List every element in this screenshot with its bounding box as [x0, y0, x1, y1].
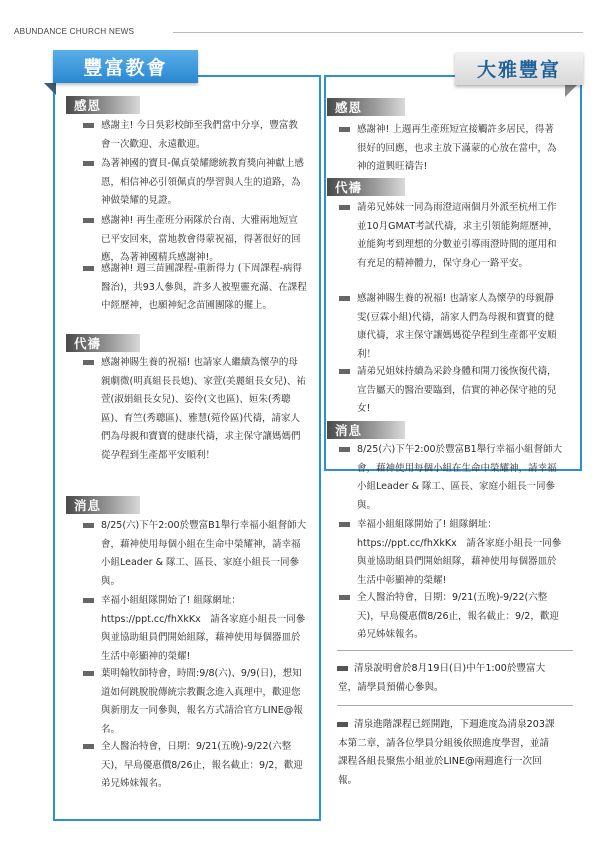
note-1: 清泉說明會於8月19日(日)中午1:00於豐富大堂，請學員預備心參與。: [338, 663, 546, 693]
news-label: ABUNDANCE CHURCH NEWS: [14, 27, 135, 36]
left-para-7: 幸福小組組隊開始了! 組隊網址：https://ppt.cc/fhXkKx 請各家庭小組長一同參與並協助組員們開始組隊，藉神使用每個器皿於生活中彰顯神的榮耀!: [101, 592, 307, 666]
bullet-icon: [337, 722, 348, 727]
bullet-icon: [339, 447, 350, 452]
right-para-3: 感謝神賜生養的祝福! 也請家人為懷孕的母親靜雯(豆霖小組)代禱，請家人們為母親和寶寶的健康代禱，求主保守讓媽媽從孕程到生產都平安順利！: [357, 290, 563, 364]
bullet-icon: [83, 744, 94, 749]
left-para-3: 感謝神! 再生產班分兩隊於台南、大雅兩地短宣已平安回來，當地教會得蒙祝福，得著很好的回應，為著神國精兵感謝神!。: [101, 212, 307, 268]
right-section-prayer: 代禱: [327, 178, 405, 196]
right-para-6: 幸福小組組隊開始了! 組隊網址：https://ppt.cc/fhXkKx 請各家庭小組長一同參與並協助組員們開始組隊，藉神使用每個器皿於生活中彰顯神的榮耀!: [357, 516, 563, 590]
bullet-icon: [83, 161, 94, 166]
right-section-news: 消息: [327, 421, 405, 439]
bullet-icon: [339, 127, 350, 132]
bullet-icon: [83, 123, 94, 128]
right-para-5: 8/25(六)下午2:00於豐富B1舉行幸福小組督師大會，藉神使用每個小組在生命中榮耀神，請幸福小組Leader & 隊工、區長、家庭小組長一同參與。: [357, 441, 563, 515]
top-divider: [173, 32, 583, 33]
bullet-icon: [83, 598, 94, 603]
left-para-2: 為著神國的寶貝-佩貞榮耀總統教育獎向神獻上感恩，相信神必引領佩貞的學習與人生的道路，為神做榮耀的見證。: [101, 155, 307, 211]
right-para-7: 全人醫治特會，日期：9/21(五晚)-9/22(六整天)，早鳥優惠價8/26止，報名截止：9/2，歡迎弟兄姊妹報名。: [357, 589, 563, 645]
right-para-2: 請弟兄姊妹一同為雨澄這兩個月外派至杭州工作並10月GMAT考試代禱，求主引領能夠經歷神，並能夠考到理想的分數並引導雨澄時間的運用和有充足的精神體力，保守身心一路平安。: [357, 199, 563, 273]
bullet-icon: [339, 595, 350, 600]
bullet-icon: [83, 218, 94, 223]
bullet-icon: [339, 522, 350, 527]
left-para-8: 葉明翰牧師特會，時間:9/8(六)、9/9(日)，想知道如何跳脫脫傳統宗教觀念進入真理中，歡迎您與新朋友一同參與，報名方式請洽官方LINE@報名。: [101, 665, 307, 739]
left-title: 豐富教會: [53, 50, 198, 83]
note-divider-2: [337, 705, 573, 706]
bullet-icon: [339, 205, 350, 210]
left-para-1: 感謝主! 今日吳彩校師至我們當中分享，豐富教會一次歡迎、永遠歡迎。: [101, 117, 307, 154]
right-fold-corner: [565, 85, 577, 97]
note-divider-1: [337, 650, 573, 651]
right-para-4: 請弟兄姐妹持續為采鈴身體和開刀後恢復代禱，宣告屬天的醫治要臨到，信實的神必保守祂的兒女!: [357, 363, 563, 419]
right-title: 大雅豐富: [455, 52, 583, 85]
bullet-icon: [339, 369, 350, 374]
left-para-5: 感謝神賜生養的祝福! 也請家人繼續為懷孕的母親劇微(明真組長長媳)、家萱(美麗組長女兒)、祐萱(淑娟組長女兒)、姿伶(文也區)、姮朱(秀聰區)、育竺(秀聰區)、雅慧(菀伶區)代禱，請家人們為母親和寶寶的健康代禱，求主保守讓媽媽們從孕程到生產都平安順利！: [101, 354, 307, 465]
bullet-icon: [337, 666, 348, 671]
left-para-9: 全人醫治特會，日期：9/21(五晚)-9/22(六整天)，早鳥優惠價8/26止，報名截止：9/2，歡迎弟兄姊妹報名。: [101, 738, 307, 794]
right-section-thanks: 感恩: [327, 98, 405, 116]
bullet-icon: [83, 523, 94, 528]
bullet-icon: [83, 671, 94, 676]
bullet-icon: [83, 360, 94, 365]
bullet-icon: [83, 266, 94, 271]
left-fold-corner: [44, 83, 56, 95]
left-para-4: 感謝神! 週三苗圃課程-重新得力 (下周課程-病得醫治)，共93人參與，許多人被聖靈充滿、在課程中經歷神，也願神紀念苗圃團隊的擺上。: [101, 260, 307, 316]
bullet-icon: [339, 296, 350, 301]
right-para-1: 感謝神! 上週再生產班短宣接觸許多居民，得著很好的回應，也求主放下滿蒙的心放在當中，為神的道興旺禱告!: [357, 121, 563, 177]
left-section-prayer: 代禱: [66, 334, 140, 352]
left-section-thanks: 感恩: [66, 96, 140, 114]
left-section-news: 消息: [66, 496, 140, 514]
left-para-6: 8/25(六)下午2:00於豐富B1舉行幸福小組督師大會，藉神使用每個小組在生命中榮耀神，請幸福小組Leader & 隊工、區長、家庭小組長一同參與。: [101, 517, 307, 591]
note-2: 清泉進階課程已經開跑，下週進度為清泉203課本第二章，請各位學員分組後依照進度學習，並請課程各組長聚焦小組並於LINE@兩週進行一次回報。: [338, 719, 555, 786]
